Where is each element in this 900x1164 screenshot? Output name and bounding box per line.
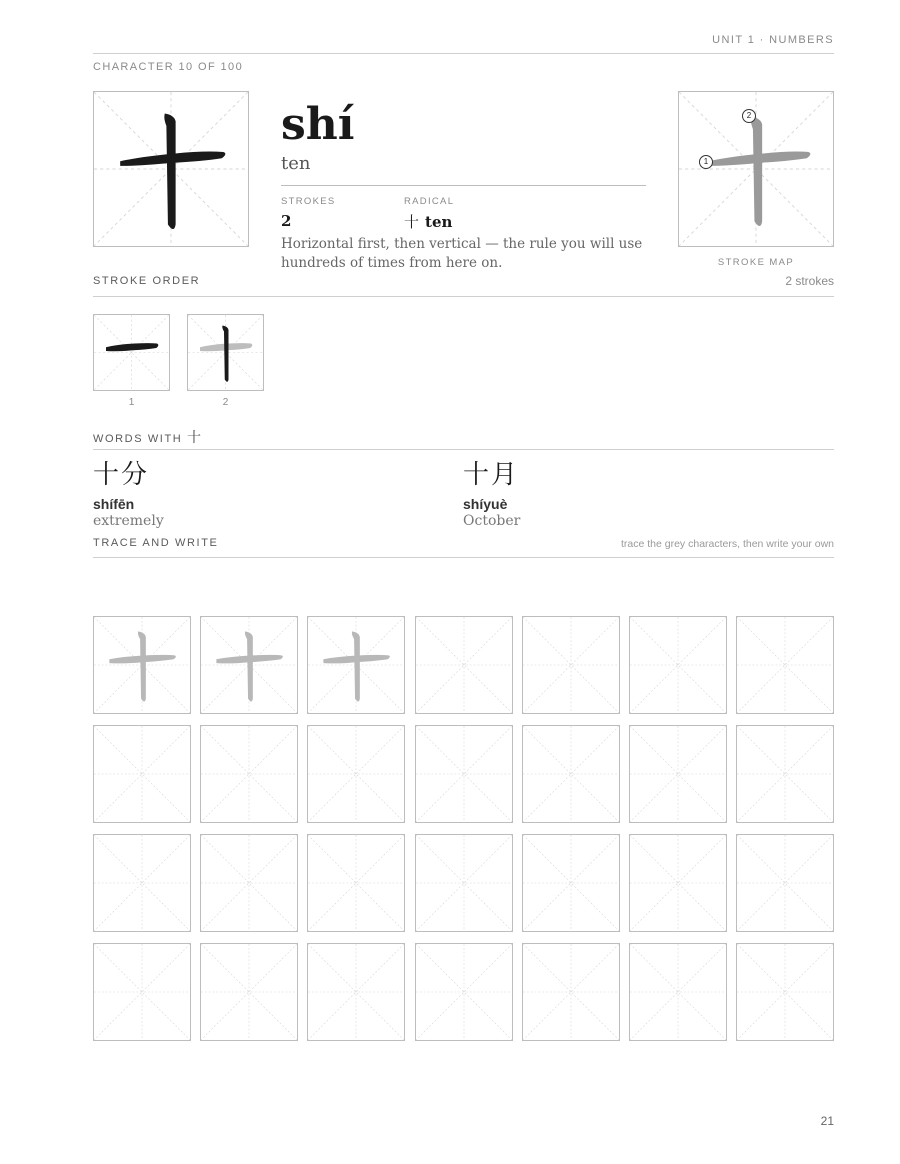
tianzige-guide — [737, 944, 833, 1040]
character-description: Horizontal first, then vertical — the rule you will use hundreds of times from here on. — [281, 236, 643, 271]
trace-character-glyph — [308, 617, 404, 713]
write-cell[interactable] — [629, 616, 727, 714]
radical-glyph: 十 — [404, 213, 420, 231]
write-cell[interactable] — [522, 616, 620, 714]
main-character-box — [93, 91, 249, 247]
practice-hint: trace the grey characters, then write your own — [620, 538, 834, 550]
tianzige-guide — [523, 726, 619, 822]
tianzige-guide — [94, 726, 190, 822]
tianzige-guide — [630, 835, 726, 931]
tianzige-guide — [308, 944, 404, 1040]
write-cell[interactable] — [736, 616, 834, 714]
write-cell[interactable] — [307, 834, 405, 932]
stroke-order-rule — [93, 296, 834, 297]
write-cell[interactable] — [415, 943, 513, 1041]
stroke-step-box — [93, 314, 170, 391]
tianzige-guide — [201, 944, 297, 1040]
words-rule — [93, 449, 834, 450]
trace-character-glyph — [94, 617, 190, 713]
stroke-step-2-glyph — [188, 315, 263, 390]
tianzige-guide — [308, 726, 404, 822]
stroke-marker-1: 1 — [699, 155, 713, 169]
tianzige-guide — [308, 835, 404, 931]
word-entry — [463, 454, 520, 529]
word-gloss: extremely — [93, 513, 164, 529]
radical-meaning: ten — [425, 213, 453, 231]
write-cell[interactable] — [200, 725, 298, 823]
write-cell[interactable] — [415, 616, 513, 714]
trace-character-glyph — [201, 617, 297, 713]
page-number: 21 — [820, 1114, 834, 1128]
tianzige-guide — [737, 835, 833, 931]
practice-title: TRACE AND WRITE — [93, 537, 219, 549]
stroke-map-glyph — [679, 92, 833, 246]
write-cell[interactable] — [415, 834, 513, 932]
tianzige-guide — [630, 617, 726, 713]
tianzige-guide — [94, 835, 190, 931]
write-cell[interactable] — [307, 943, 405, 1041]
strokes-value: 2 — [281, 212, 292, 230]
tianzige-guide — [201, 726, 297, 822]
word-entry — [93, 454, 164, 529]
write-cell[interactable] — [736, 834, 834, 932]
tianzige-guide — [416, 726, 512, 822]
write-cell[interactable] — [200, 834, 298, 932]
radical-value — [404, 211, 452, 232]
practice-grid — [93, 616, 834, 1040]
tianzige-guide — [737, 617, 833, 713]
trace-cell[interactable] — [200, 616, 298, 714]
words-title-prefix: WORDS WITH — [93, 433, 183, 445]
tianzige-guide — [737, 726, 833, 822]
info-rule — [281, 185, 646, 186]
write-cell[interactable] — [93, 834, 191, 932]
word-pinyin: shíyuè — [463, 496, 508, 512]
word-hanzi: 十分 — [93, 460, 150, 490]
tianzige-guide — [416, 944, 512, 1040]
tianzige-guide — [416, 835, 512, 931]
tianzige-guide — [630, 944, 726, 1040]
radical-label: RADICAL — [404, 196, 455, 207]
write-cell[interactable] — [736, 943, 834, 1041]
progress-label: CHARACTER 10 OF 100 — [93, 61, 244, 73]
write-cell[interactable] — [307, 725, 405, 823]
stroke-marker-2: 2 — [742, 109, 756, 123]
write-cell[interactable] — [93, 943, 191, 1041]
words-title — [93, 427, 201, 447]
word-gloss: October — [463, 513, 521, 529]
write-cell[interactable] — [629, 834, 727, 932]
trace-cell[interactable] — [93, 616, 191, 714]
pinyin-heading: shí — [281, 99, 355, 150]
unit-label: UNIT 1 · NUMBERS — [712, 34, 834, 46]
tianzige-guide — [94, 944, 190, 1040]
write-cell[interactable] — [629, 943, 727, 1041]
write-cell[interactable] — [522, 725, 620, 823]
stroke-step-1-glyph — [94, 315, 169, 390]
write-cell[interactable] — [629, 725, 727, 823]
stroke-order-title: STROKE ORDER — [93, 275, 201, 287]
write-cell[interactable] — [736, 725, 834, 823]
stroke-map-label: STROKE MAP — [717, 257, 795, 268]
stroke-step-box — [187, 314, 264, 391]
word-pinyin: shífēn — [93, 496, 135, 512]
main-character-glyph — [94, 92, 248, 246]
write-cell[interactable] — [93, 725, 191, 823]
practice-rule — [93, 557, 834, 558]
tianzige-guide — [630, 726, 726, 822]
stroke-step-number: 2 — [222, 397, 229, 408]
tianzige-guide — [523, 944, 619, 1040]
strokes-label: STROKES — [281, 196, 336, 207]
tianzige-guide — [523, 617, 619, 713]
tianzige-guide — [201, 835, 297, 931]
write-cell[interactable] — [522, 943, 620, 1041]
stroke-map-box — [678, 91, 834, 247]
stroke-count-text: 2 strokes — [785, 274, 834, 288]
word-hanzi: 十月 — [463, 460, 520, 490]
write-cell[interactable] — [200, 943, 298, 1041]
tianzige-guide — [416, 617, 512, 713]
write-cell[interactable] — [415, 725, 513, 823]
write-cell[interactable] — [522, 834, 620, 932]
words-title-glyph: 十 — [186, 430, 201, 446]
trace-cell[interactable] — [307, 616, 405, 714]
stroke-step-number: 1 — [128, 397, 135, 408]
tianzige-guide — [523, 835, 619, 931]
meaning-text: ten — [281, 153, 311, 174]
header-rule — [93, 53, 834, 54]
